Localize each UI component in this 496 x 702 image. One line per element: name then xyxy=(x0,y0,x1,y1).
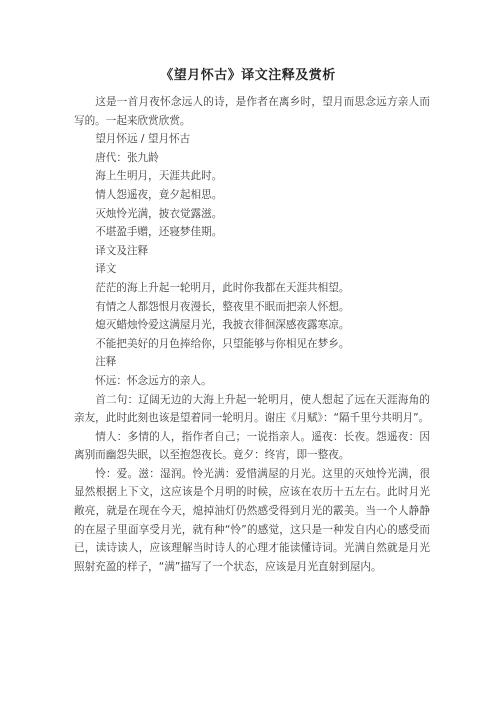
section-heading-translation-notes: 译文及注释 xyxy=(95,244,149,257)
translation-line: 不能把美好的月色捧给你，只望能够与你相见在梦乡。 xyxy=(95,337,350,350)
poem-author: 唐代：张九龄 xyxy=(95,151,159,164)
note-paragraph: 怀远：怀念远方的亲人。 xyxy=(95,374,212,387)
note-paragraph: 情人：多情的人，指作者自己；一说指亲人。遥夜：长夜。怨遥夜：因离别而幽怨失眠，以至抱怨夜长。竟夕：终宵，即一整夜。 xyxy=(74,430,430,462)
translation-line: 有情之人都怨恨月夜漫长，整夜里不眠而把亲人怀想。 xyxy=(95,300,350,313)
translation-line: 熄灭蜡烛怜爱这满屋月光，我披衣徘徊深感夜露寒凉。 xyxy=(95,319,350,332)
note-paragraph: 首二句：辽阔无边的大海上升起一轮明月，使人想起了远在天涯海角的亲友，此时此刻也该是望着同一轮明月。谢庄《月赋》：“隔千里兮共明月”。 xyxy=(74,393,430,425)
poem-line: 不堪盈手赠，还寝梦佳期。 xyxy=(95,226,223,239)
document-title: 《望月怀古》译文注释及赏析 xyxy=(160,68,336,83)
poem-line: 海上生明月，天涯共此时。 xyxy=(95,170,223,183)
note-paragraph: 怜：爱。滋：湿润。怜光满：爱惜满屋的月光。这里的灭烛怜光满，很显然根据上下文，这应该是个月明的时候，应该在农历十五左右。此时月光敞亮，就是在现在今天，熄掉油灯仍然感受得到月光的霰美。当一个人静静的在屋子里面享受月光，就有种“怜”的感觉，这只是一种发自内心的感受而已，读诗读人，应该理解当时诗人的心理才能读懂诗词。光满自然就是月光照射充盈的样子，“满”描写了一个状态，应该是月光直射到屋内。 xyxy=(74,467,430,573)
poem-title: 望月怀远 / 望月怀古 xyxy=(95,133,191,146)
translation-line: 茫茫的海上升起一轮明月，此时你我都在天涯共相望。 xyxy=(95,281,350,294)
section-heading-translation: 译文 xyxy=(95,263,117,276)
poem-line: 灭烛怜光满，披衣觉露滋。 xyxy=(95,207,223,220)
poem-line: 情人怨遥夜，竟夕起相思。 xyxy=(95,188,223,201)
intro-paragraph: 这是一首月夜怀念远人的诗，是作者在离乡时，望月而思念远方亲人而写的。一起来欣赏欣赏。 xyxy=(74,96,430,127)
document-body xyxy=(74,93,430,576)
section-heading-notes: 注释 xyxy=(95,356,117,369)
